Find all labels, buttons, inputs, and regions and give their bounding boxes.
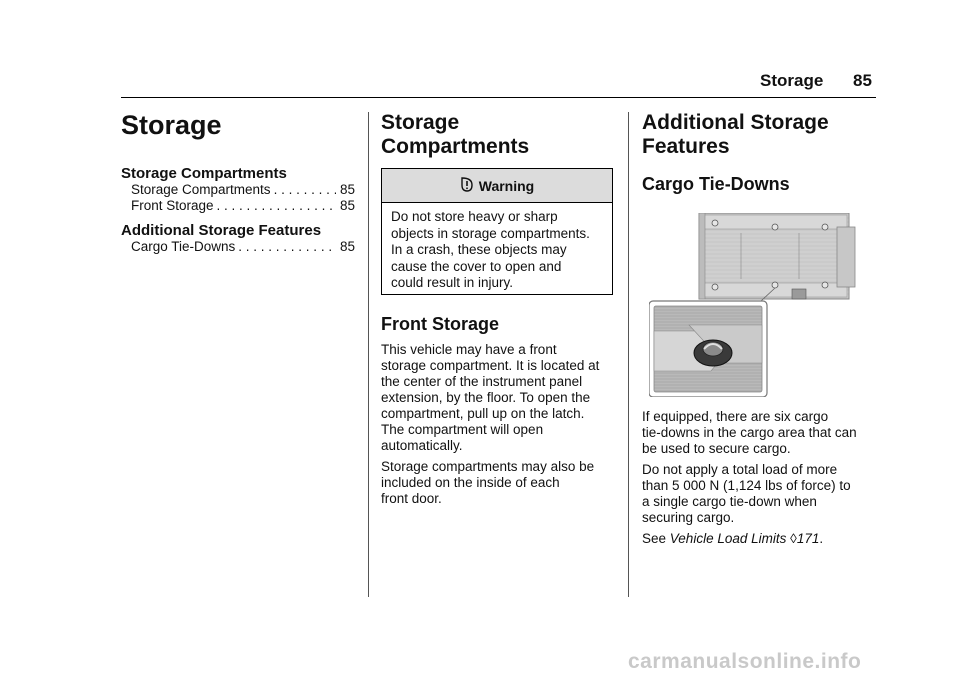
toc-entry-page: 85 — [339, 239, 355, 254]
toc-leader-dots — [274, 182, 336, 198]
front-storage-paragraph-1 — [381, 342, 599, 454]
cargo-paragraph-1 — [642, 409, 857, 457]
column-divider-left — [368, 112, 369, 597]
page-number: 85 — [853, 71, 872, 90]
cargo-area-illustration — [649, 213, 859, 397]
chapter-title: Storage — [121, 110, 222, 140]
text-line: tie-downs in the cargo area that can — [642, 425, 857, 440]
text-line: The compartment will open — [381, 422, 544, 437]
warning-line: In a crash, these objects may — [391, 242, 567, 257]
text-line: storage compartment. It is located at — [381, 358, 600, 373]
toc-heading-storage-compartments: Storage Compartments — [121, 165, 287, 182]
warning-line: could result in injury. — [391, 275, 514, 290]
toc-entry-storage-compartments[interactable] — [131, 182, 355, 198]
front-storage-heading: Front Storage — [381, 314, 500, 334]
toc-leader-dots — [238, 239, 336, 255]
toc-heading-additional-storage: Additional Storage Features — [121, 222, 322, 239]
watermark: carmanualsonline.info — [628, 650, 862, 673]
section-title-line2: Compartments — [381, 135, 530, 158]
warning-text — [382, 203, 612, 292]
section-title-line1: Storage — [381, 111, 460, 134]
warning-icon — [460, 177, 474, 195]
warning-label: Warning — [478, 177, 535, 194]
toc-entry-label: Cargo Tie-Downs — [131, 239, 236, 254]
text-line: than 5 000 N (1,124 lbs of force) to — [642, 478, 851, 493]
page-ref-icon: ◊ — [790, 531, 797, 546]
running-header-section: Storage — [760, 71, 824, 90]
column-divider-right — [628, 112, 629, 597]
text-line: extension, by the floor. To open the — [381, 390, 591, 405]
text-line: a single cargo tie-down when — [642, 494, 817, 509]
text-line: If equipped, there are six cargo — [642, 409, 829, 424]
cargo-tie-downs-heading: Cargo Tie-Downs — [642, 174, 790, 194]
header-rule — [121, 97, 876, 98]
toc-entry-cargo-tie-downs[interactable] — [131, 239, 355, 255]
warning-header — [382, 169, 612, 203]
section-title-line2: Features — [642, 135, 730, 158]
toc-entry-front-storage[interactable] — [131, 198, 355, 214]
text-line: Do not apply a total load of more — [642, 462, 838, 477]
text-line: front door. — [381, 491, 442, 506]
see-link[interactable]: Vehicle Load Limits — [669, 531, 787, 546]
text-line: compartment, pull up on the latch. — [381, 406, 585, 421]
text-line: securing cargo. — [642, 510, 735, 525]
front-storage-paragraph-2 — [381, 459, 594, 507]
text-line: be used to secure cargo. — [642, 441, 791, 456]
section-title-line1: Additional Storage — [642, 111, 829, 134]
see-page[interactable]: 171 — [796, 531, 820, 546]
see-suffix: . — [819, 531, 824, 546]
toc-entry-label: Front Storage — [131, 198, 214, 213]
toc-entry-label: Storage Compartments — [131, 182, 271, 197]
text-line: included on the inside of each — [381, 475, 560, 490]
text-line: automatically. — [381, 438, 463, 453]
warning-line: cause the cover to open and — [391, 258, 562, 274]
toc-leader-dots — [217, 198, 336, 214]
text-line: Storage compartments may also be — [381, 459, 595, 474]
toc-entry-page: 85 — [339, 182, 355, 197]
cross-reference — [642, 531, 823, 547]
see-prefix: See — [642, 531, 667, 546]
text-line: the center of the instrument panel — [381, 374, 583, 389]
cargo-paragraph-2 — [642, 462, 851, 526]
warning-line: objects in storage compartments. — [391, 225, 590, 241]
text-line: This vehicle may have a front — [381, 342, 557, 357]
warning-box — [381, 168, 613, 295]
toc-entry-page: 85 — [339, 198, 355, 213]
warning-line: Do not store heavy or sharp — [391, 209, 558, 224]
